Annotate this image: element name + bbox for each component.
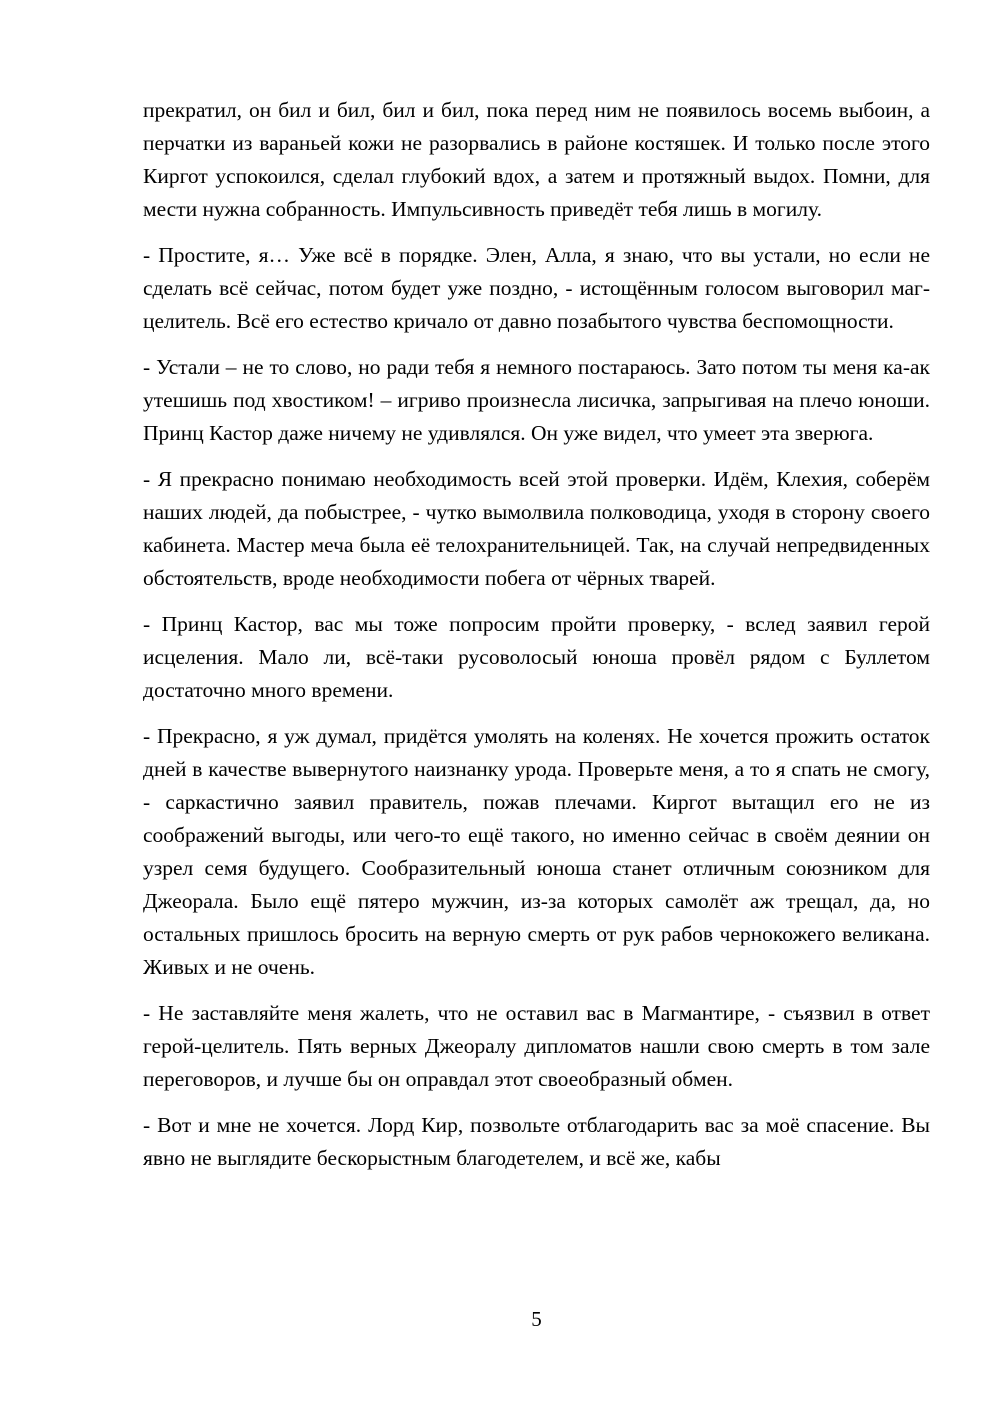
- paragraph-6: - Прекрасно, я уж думал, придётся умолять на коленях. Не хочется прожить остаток дней в качестве вывернутого наизнанку урода. Проверьте меня, а то я спать не смогу, - саркастично заявил правитель, пожав плечами. Киргот вытащил его не из соображений выгоды, или чего-то ещё такого, но именно сейчас в своём деянии он узрел семя будущего. Сообразительный юноша станет отличным союзником для Джеорала. Было ещё пятеро мужчин, из-за которых самолёт аж трещал, да, но остальных пришлось бросить на верную смерть от рук рабов чернокожего великана. Живых и не очень.: [143, 724, 930, 979]
- paragraph-5: - Принц Кастор, вас мы тоже попросим пройти проверку, - вслед заявил герой исцеления. Мало ли, всё-таки русоволосый юноша провёл рядом с Буллетом достаточно много времени.: [143, 612, 930, 702]
- page-number: 5: [531, 1307, 542, 1331]
- paragraph-1: прекратил, он бил и бил, бил и бил, пока перед ним не появилось восемь выбоин, а перчатки из вараньей кожи не разорвались в районе костяшек. И только после этого Киргот успокоился, сделал глубокий вдох, а затем и протяжный выдох. Помни, для мести нужна собранность. Импульсивность приведёт тебя лишь в могилу.: [143, 98, 930, 221]
- paragraph-3: - Устали – не то слово, но ради тебя я немного постараюсь. Зато потом ты меня ка-ак утешишь под хвостиком! – игриво произнесла лисичка, запрыгивая на плечо юноши. Принц Кастор даже ничему не удивлялся. Он уже видел, что умеет эта зверюга.: [143, 355, 930, 445]
- paragraph-8: - Вот и мне не хочется. Лорд Кир, позвольте отблагодарить вас за моё спасение. Вы явно не выглядите бескорыстным благодетелем, и всё же, кабы: [143, 1113, 930, 1170]
- paragraph-7: - Не заставляйте меня жалеть, что не оставил вас в Магмантире, - съязвил в ответ герой-целитель. Пять верных Джеоралу дипломатов нашли свою смерть в том зале переговоров, и лучше бы он оправдал этот своеобразный обмен.: [143, 1001, 930, 1091]
- paragraph-2: - Простите, я… Уже всё в порядке. Элен, Алла, я знаю, что вы устали, но если не сделать всё сейчас, потом будет уже поздно, - истощённым голосом выговорил маг-целитель. Всё его естество кричало от давно позабытого чувства беспомощности.: [143, 243, 930, 333]
- paragraph-4: - Я прекрасно понимаю необходимость всей этой проверки. Идём, Клехия, соберём наших людей, да побыстрее, - чутко вымолвила полководица, уходя в сторону своего кабинета. Мастер меча была её телохранительницей. Так, на случай непредвиденных обстоятельств, вроде необходимости побега от чёрных тварей.: [143, 467, 930, 590]
